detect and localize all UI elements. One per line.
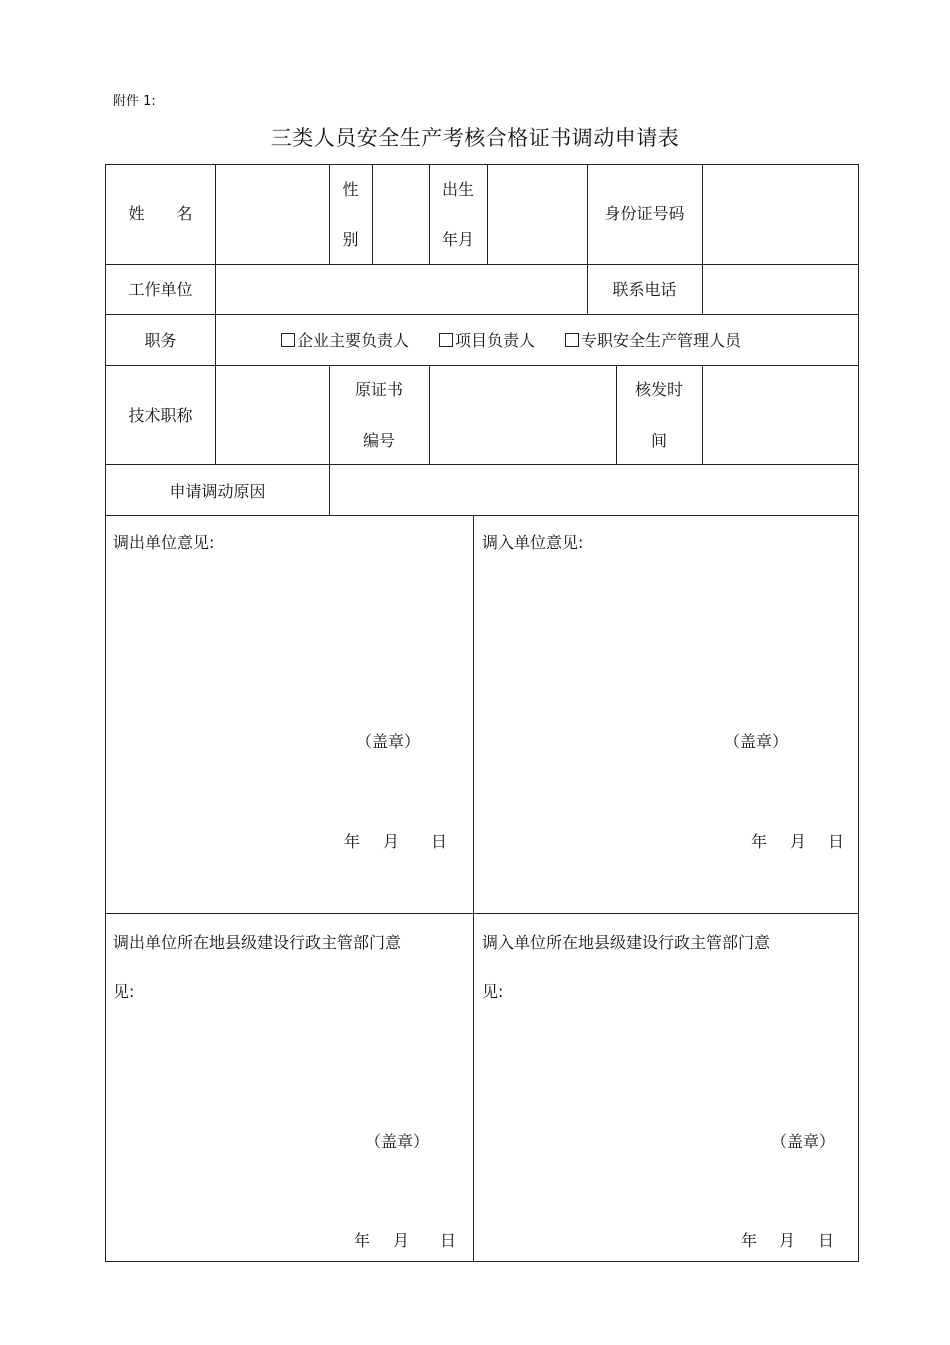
date-month: 月 [779, 1231, 796, 1250]
out-authority-opinion-label-line1: 调出单位所在地县级建设行政主管部门意 [113, 933, 402, 952]
col-divider [215, 165, 216, 264]
col-divider [429, 365, 430, 464]
position-options [281, 333, 741, 349]
out-unit-opinion-label: 调出单位意见: [113, 533, 215, 552]
issue-time-label-line2: 间 [650, 431, 667, 450]
seal-label: （盖章） [771, 1132, 836, 1151]
col-divider [702, 365, 703, 464]
seal-label: （盖章） [365, 1132, 430, 1151]
tech-title-label: 技术职称 [128, 406, 193, 425]
form-title: 三类人员安全生产考核合格证书调动申请表 [270, 126, 680, 150]
row-divider [106, 365, 858, 366]
col-divider [702, 165, 703, 264]
date-year: 年 [741, 1231, 758, 1250]
birth-label-line2: 年月 [441, 230, 474, 249]
col-divider [372, 165, 373, 264]
name-label: 姓 名 [128, 204, 193, 223]
option-label: 专职安全生产管理人员 [581, 331, 742, 350]
checkbox-icon[interactable] [281, 333, 295, 347]
option-safety-manager[interactable] [565, 331, 741, 350]
date-year: 年 [354, 1231, 371, 1250]
col-divider [429, 165, 430, 264]
date-day: 日 [818, 1231, 835, 1250]
checkbox-icon[interactable] [439, 333, 453, 347]
employer-label: 工作单位 [128, 280, 193, 299]
col-divider [329, 165, 330, 264]
col-divider [487, 165, 488, 264]
row-divider [106, 264, 858, 265]
phone-label: 联系电话 [612, 280, 677, 299]
date-month: 月 [393, 1231, 410, 1250]
col-divider [329, 365, 330, 464]
attachment-label: 附件 1: [113, 94, 156, 109]
orig-cert-label-line2: 编号 [362, 431, 395, 450]
application-form [105, 164, 859, 1262]
col-divider [329, 464, 330, 515]
row-divider [106, 314, 858, 315]
date-day: 日 [828, 832, 845, 851]
row-divider [106, 515, 858, 516]
option-project-head[interactable] [439, 331, 535, 350]
in-authority-opinion-label-line1: 调入单位所在地县级建设行政主管部门意 [482, 933, 771, 952]
seal-label: （盖章） [356, 732, 421, 751]
row-divider [106, 464, 858, 465]
option-label: 项目负责人 [455, 331, 536, 350]
date-month: 月 [383, 832, 400, 851]
orig-cert-label-line1: 原证书 [354, 380, 403, 399]
birth-label-line1: 出生 [441, 180, 474, 199]
out-authority-opinion-label-line2: 见: [113, 982, 135, 1001]
gender-label-line2: 别 [342, 230, 359, 249]
checkbox-icon[interactable] [565, 333, 579, 347]
date-day: 日 [431, 832, 448, 851]
date-year: 年 [344, 832, 361, 851]
option-enterprise-head[interactable] [281, 331, 409, 350]
in-authority-opinion-label-line2: 见: [482, 982, 504, 1001]
date-year: 年 [751, 832, 768, 851]
issue-time-label-line1: 核发时 [634, 380, 683, 399]
col-divider [215, 264, 216, 314]
col-divider [215, 365, 216, 464]
reason-label: 申请调动原因 [169, 482, 266, 501]
col-divider [215, 314, 216, 365]
seal-label: （盖章） [724, 732, 789, 751]
col-divider [473, 515, 474, 1261]
option-label: 企业主要负责人 [297, 331, 410, 350]
gender-label-line1: 性 [342, 180, 359, 199]
position-label: 职务 [144, 331, 177, 350]
row-divider [106, 913, 858, 914]
col-divider [616, 365, 617, 464]
id-number-label: 身份证号码 [604, 204, 685, 223]
in-unit-opinion-label: 调入单位意见: [482, 533, 584, 552]
col-divider [702, 264, 703, 314]
date-month: 月 [790, 832, 807, 851]
date-day: 日 [440, 1231, 457, 1250]
